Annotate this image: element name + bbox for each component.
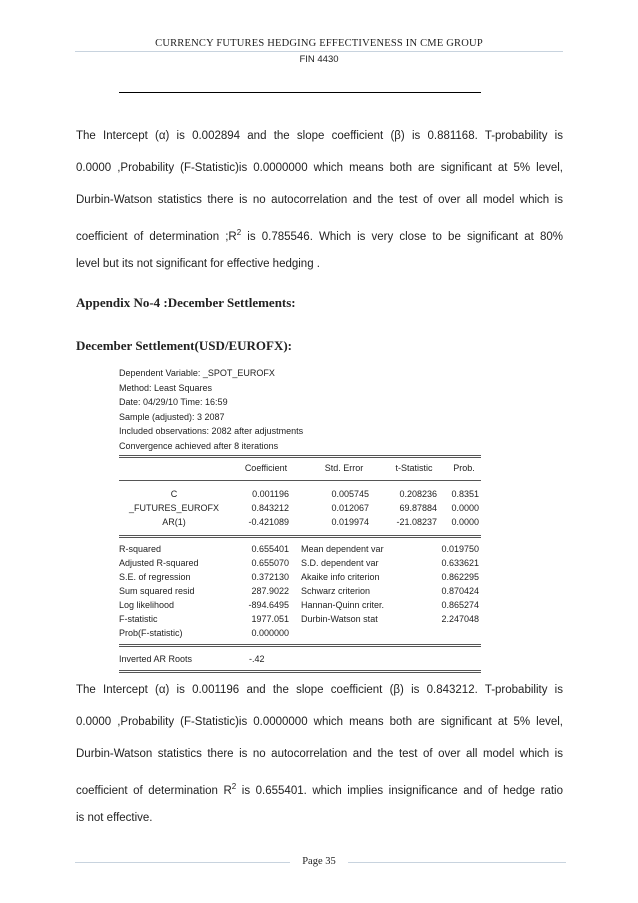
stat-value: 0.372130 bbox=[251, 572, 289, 582]
col-header-std-error: Std. Error bbox=[324, 463, 364, 473]
header-divider bbox=[75, 51, 563, 52]
t-statistic-value: -21.08237 bbox=[396, 517, 437, 527]
appendix-heading: Appendix No-4 :December Settlements: bbox=[76, 295, 296, 310]
text-segment: is 0.655401. which implies insignificance and of hedge ratio bbox=[236, 784, 563, 797]
paragraph-line bbox=[76, 779, 563, 811]
table-rule-header bbox=[119, 480, 481, 481]
paragraph-line: 0.0000 ,Probability (F-Statistic)is 0.0000000 which means both are significant at 5% level, bbox=[76, 716, 563, 728]
t-statistic-value: 69.87884 bbox=[399, 503, 437, 513]
text-segment: coefficient of determination R bbox=[76, 784, 232, 797]
stat-label: F-statistic bbox=[119, 614, 158, 624]
text-segment: is 0.785546. Which is very close to be significant at 80% bbox=[241, 230, 563, 243]
regression-info-line: Dependent Variable: _SPOT_EUROFX bbox=[119, 368, 275, 378]
coef-value: -0.421089 bbox=[248, 517, 289, 527]
stat-value: 0.862295 bbox=[441, 572, 479, 582]
coef-value: 0.001196 bbox=[252, 489, 289, 499]
stat-label: Schwarz criterion bbox=[301, 586, 371, 596]
table-rule-bottom bbox=[119, 670, 481, 671]
stat-label: Sum squared resid bbox=[119, 586, 195, 596]
std-error-value: 0.005745 bbox=[331, 489, 369, 499]
footer-divider-right bbox=[348, 862, 566, 863]
stat-label: Mean dependent var bbox=[301, 544, 384, 554]
stat-label: R-squared bbox=[119, 544, 162, 554]
col-header-t-statistic: t-Statistic bbox=[395, 463, 433, 473]
stat-value: 0.019750 bbox=[441, 544, 479, 554]
superscript: 2 bbox=[236, 228, 242, 237]
table-rule-lower bbox=[119, 644, 481, 645]
paragraph-line: The Intercept (α) is 0.002894 and the slope coefficient (β) is 0.881168. T-probability is bbox=[76, 130, 563, 142]
table-rule-bottom-double bbox=[119, 672, 481, 673]
paragraph-line: Durbin-Watson statistics there is no autocorrelation and the test of over all model which is bbox=[76, 194, 563, 206]
stat-label: Hannan-Quinn criter. bbox=[301, 600, 385, 610]
paragraph-line: is not effective. bbox=[76, 812, 153, 824]
regression-info-line: Sample (adjusted): 3 2087 bbox=[119, 411, 225, 422]
stat-label: S.D. dependent var bbox=[301, 558, 379, 568]
running-header-title: CURRENCY FUTURES HEDGING EFFECTIVENESS IN CME GROUP bbox=[155, 38, 483, 49]
stat-value: 0.655070 bbox=[251, 558, 289, 568]
regression-info-line: Date: 04/29/10 Time: 16:59 bbox=[119, 397, 228, 407]
table-rule-mid bbox=[119, 535, 481, 536]
section-heading: December Settlement(USD/EUROFX): bbox=[76, 338, 293, 353]
coef-var-name: C bbox=[170, 489, 178, 499]
std-error-value: 0.012067 bbox=[331, 503, 369, 513]
regression-info-line: Method: Least Squares bbox=[119, 382, 213, 393]
table-rule-top bbox=[119, 455, 481, 456]
page-number: Page 35 bbox=[302, 856, 336, 867]
paragraph-line: The Intercept (α) is 0.001196 and the slope coefficient (β) is 0.843212. T-probability is bbox=[76, 684, 563, 696]
table-rule-lower-double bbox=[119, 646, 481, 647]
stat-label: S.E. of regression bbox=[119, 572, 191, 582]
coef-var-name: _FUTURES_EUROFX bbox=[128, 503, 219, 513]
inverted-ar-roots-value: -.42 bbox=[249, 654, 265, 664]
stat-label: Prob(F-statistic) bbox=[119, 628, 183, 638]
stat-value: 0.633621 bbox=[441, 558, 479, 568]
stat-value: 1977.051 bbox=[251, 614, 289, 624]
paragraph-line bbox=[76, 225, 563, 257]
regression-header-info bbox=[119, 366, 303, 453]
coef-var-name: AR(1) bbox=[162, 517, 186, 527]
prob-value: 0.8351 bbox=[451, 489, 479, 499]
superscript: 2 bbox=[231, 782, 237, 791]
std-error-value: 0.019974 bbox=[331, 517, 369, 527]
stat-label: Durbin-Watson stat bbox=[301, 614, 378, 624]
stat-value: 0.870424 bbox=[441, 586, 479, 596]
section-separator-line bbox=[119, 92, 481, 93]
coef-value: 0.843212 bbox=[251, 503, 289, 513]
t-statistic-value: 0.208236 bbox=[399, 489, 437, 499]
regression-output-table bbox=[119, 452, 481, 677]
paragraph-regression-summary-1 bbox=[76, 129, 563, 289]
col-header-coefficient: Coefficient bbox=[244, 463, 288, 473]
regression-info-line: Convergence achieved after 8 iterations bbox=[119, 440, 279, 451]
table-rule-mid-double bbox=[119, 537, 481, 538]
stat-value: 0.655401 bbox=[251, 544, 289, 554]
text-segment: coefficient of determination ;R bbox=[76, 230, 237, 243]
paragraph-line: Durbin-Watson statistics there is no autocorrelation and the test of over all model which is bbox=[76, 748, 563, 760]
stat-value: 0.000000 bbox=[251, 628, 289, 638]
stat-value: 2.247048 bbox=[441, 614, 479, 624]
stat-label: Log likelihood bbox=[119, 600, 175, 610]
prob-value: 0.0000 bbox=[451, 517, 479, 527]
inverted-ar-roots-label: Inverted AR Roots bbox=[119, 654, 193, 664]
regression-info-line: Included observations: 2082 after adjustments bbox=[119, 426, 304, 436]
stat-label: Akaike info criterion bbox=[301, 572, 380, 582]
stat-value: 287.9022 bbox=[251, 586, 289, 596]
running-header-course: FIN 4430 bbox=[299, 54, 339, 65]
prob-value: 0.0000 bbox=[451, 503, 479, 513]
stat-label: Adjusted R-squared bbox=[119, 558, 199, 568]
col-header-prob: Prob. bbox=[453, 463, 475, 473]
table-rule-top-double bbox=[119, 457, 481, 458]
paragraph-line: 0.0000 ,Probability (F-Statistic)is 0.0000000 which means both are significant at 5% level, bbox=[76, 162, 563, 174]
paragraph-line: level but its not significant for effective hedging . bbox=[76, 258, 320, 270]
stat-value: -894.6495 bbox=[248, 600, 289, 610]
stat-value: 0.865274 bbox=[441, 600, 479, 610]
paragraph-regression-summary-2 bbox=[76, 683, 563, 843]
